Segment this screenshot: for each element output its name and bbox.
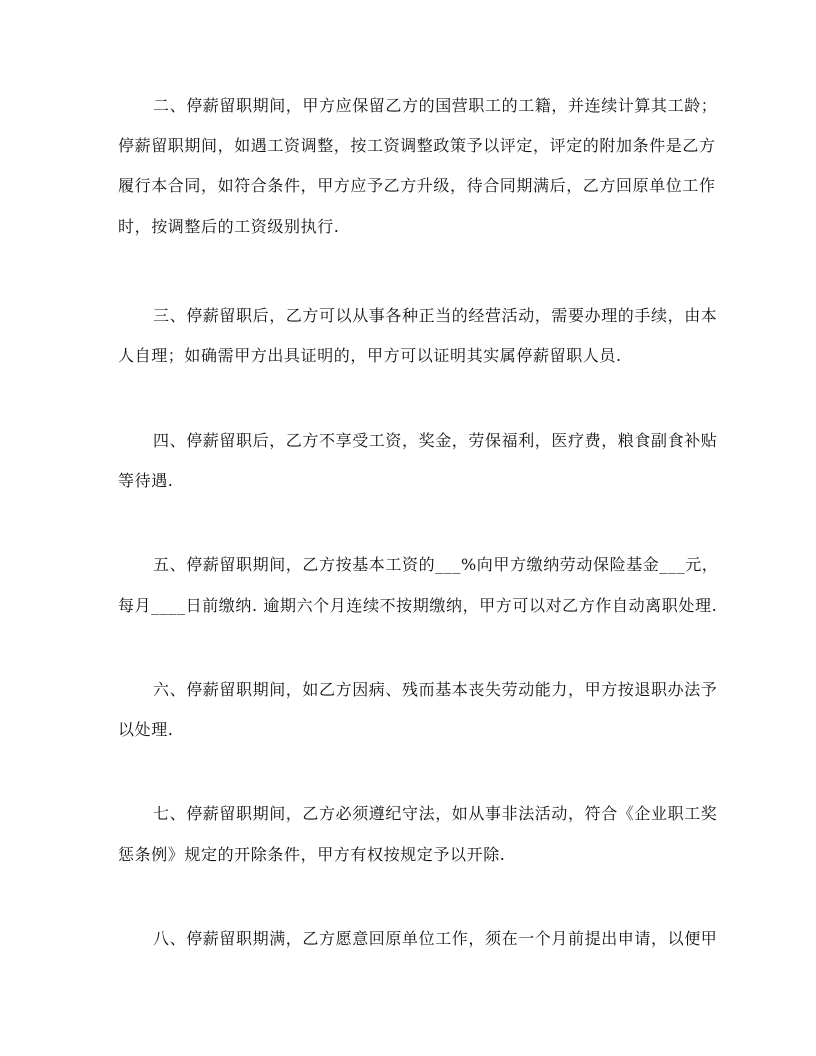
clause-4-line-2: 等待遇. bbox=[118, 471, 174, 490]
clause-4-line-1: 四、停薪留职后，乙方不享受工资，奖金，劳保福利，医疗费，粮食副食补贴 bbox=[153, 431, 718, 450]
clause-2-line-1: 二、停薪留职期间，甲方应保留乙方的国营职工的工籍，并连续计算其工龄； bbox=[153, 96, 718, 115]
clause-7-line-2: 惩条例》规定的开除条件，甲方有权按规定予以开除. bbox=[118, 845, 506, 864]
clause-3-line-2: 人自理；如确需甲方出具证明的，甲方可以证明其实属停薪留职人员. bbox=[118, 346, 622, 365]
clause-6-line-2: 以处理. bbox=[118, 720, 174, 739]
clause-8-line-1: 八、停薪留职期满，乙方愿意回原单位工作，须在一个月前提出申请，以便甲 bbox=[153, 929, 718, 948]
clause-3-line-1: 三、停薪留职后，乙方可以从事各种正当的经营活动，需要办理的手续，由本 bbox=[153, 306, 718, 325]
clause-5-line-1: 五、停薪留职期间，乙方按基本工资的___%向甲方缴纳劳动保险基金___元， bbox=[153, 555, 719, 574]
clause-2-line-2: 停薪留职期间，如遇工资调整，按工资调整政策予以评定，评定的附加条件是乙方 bbox=[118, 136, 716, 155]
clause-2-line-4: 时，按调整后的工资级别执行. bbox=[118, 217, 340, 236]
clause-5-line-2: 每月____日前缴纳. 逾期六个月连续不按期缴纳，甲方可以对乙方作自动离职处理. bbox=[118, 596, 718, 615]
clause-6-line-1: 六、停薪留职期间，如乙方因病、残而基本丧失劳动能力，甲方按退职办法予 bbox=[153, 680, 718, 699]
clause-7-line-1: 七、停薪留职期间，乙方必须遵纪守法，如从事非法活动，符合《企业职工奖 bbox=[153, 804, 718, 823]
clause-2-line-3: 履行本合同，如符合条件，甲方应予乙方升级，待合同期满后，乙方回原单位工作 bbox=[118, 176, 716, 195]
